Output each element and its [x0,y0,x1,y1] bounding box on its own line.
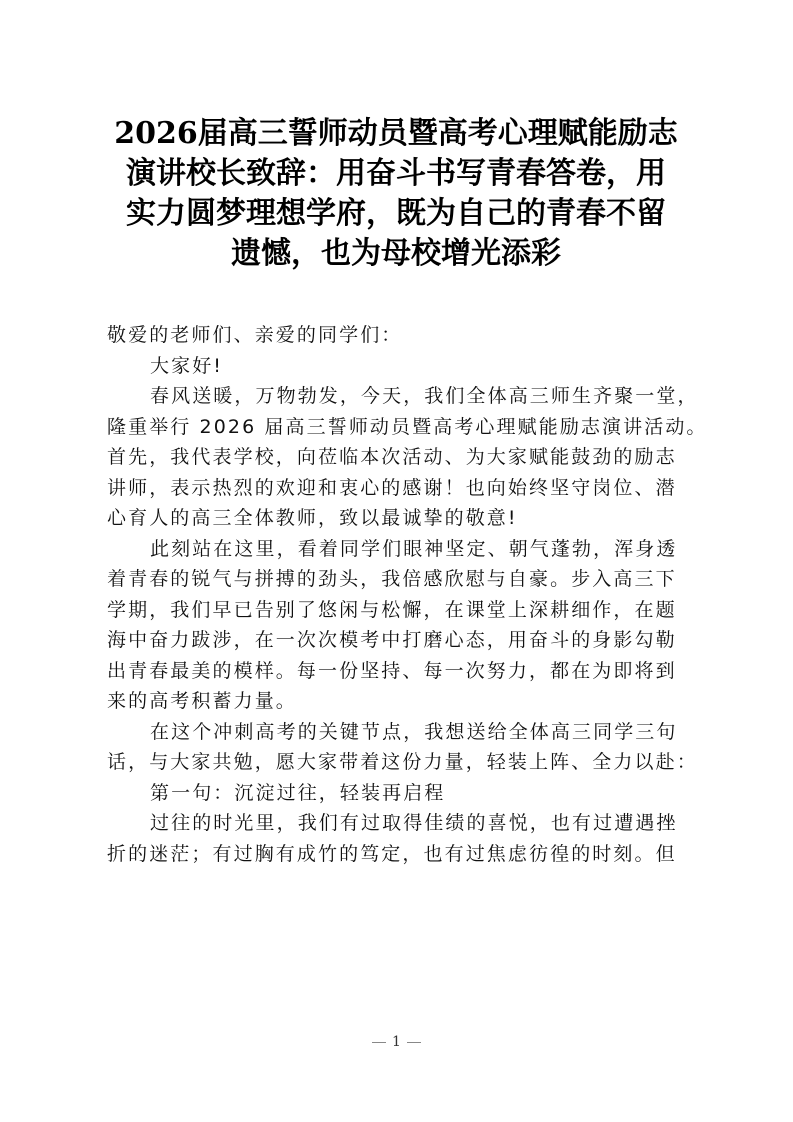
page-number [0,1034,793,1050]
paragraph-line: 出青春最美的模样。每一份坚持、每一次努力，都在为即将到 [107,659,677,682]
paragraph-line: 此刻站在这里，看着同学们眼神坚定、朝气蓬勃，浑身透 [150,537,678,560]
paragraph-line: 海中奋力跋涉，在一次次模考中打磨心态，用奋斗的身影勾勒 [107,629,677,651]
page-number-value: 1 [392,1034,401,1050]
greeting: 大家好! [150,354,224,377]
dash-left [372,1042,386,1043]
title-line: 实力圆梦理想学府，既为自己的青春不留 [126,196,666,231]
paragraph-line: 隆重举行 2026 届高三誓师动员暨高考心理赋能励志演讲活动。 [107,415,708,438]
paragraph-line: 话，与大家共勉，愿大家带着这份力量，轻装上阵、全力以赴： [107,751,698,773]
paragraph-line: 折的迷茫；有过胸有成竹的笃定，也有过焦虑彷徨的时刻。但 [107,842,677,865]
title-line: 遗憾，也为母校增光添彩 [231,236,561,271]
paragraph-line: 心育人的高三全体教师，致以最诚挚的敬意! [107,507,518,529]
paragraph-line: 学期，我们早已告别了悠闲与松懈，在课堂上深耕细作，在题 [107,598,677,621]
paragraph-line: 讲师，表示热烈的欢迎和衷心的感谢！也向始终坚守岗位、潜 [107,476,677,499]
paragraph-line: 过往的时光里，我们有过取得佳绩的喜悦，也有过遭遇挫 [150,812,678,834]
section-heading: 第一句：沉淀过往，轻装再启程 [150,781,446,804]
document-title [100,114,692,274]
paragraph-line: 在这个冲刺高考的关键节点，我想送给全体高三同学三句 [150,720,678,743]
title-line: 演讲校长致辞：用奋斗书写青春答卷，用 [126,156,666,191]
salutation: 敬爱的老师们、亲爱的同学们： [107,324,403,346]
paragraph-line: 来的高考积蓄力量。 [107,690,297,712]
document-body [107,320,708,869]
paragraph-line: 首先，我代表学校，向莅临本次活动、为大家赋能鼓劲的励志 [107,446,677,468]
dash-right [407,1042,421,1043]
paragraph-line: 着青春的锐气与拼搏的劲头，我倍感欣慰与自豪。步入高三下 [107,568,677,590]
title-line: 2026届高三誓师动员暨高考心理赋能励志 [114,116,678,151]
paragraph-line: 春风送暖，万物勃发，今天，我们全体高三师生齐聚一堂， [150,385,699,407]
